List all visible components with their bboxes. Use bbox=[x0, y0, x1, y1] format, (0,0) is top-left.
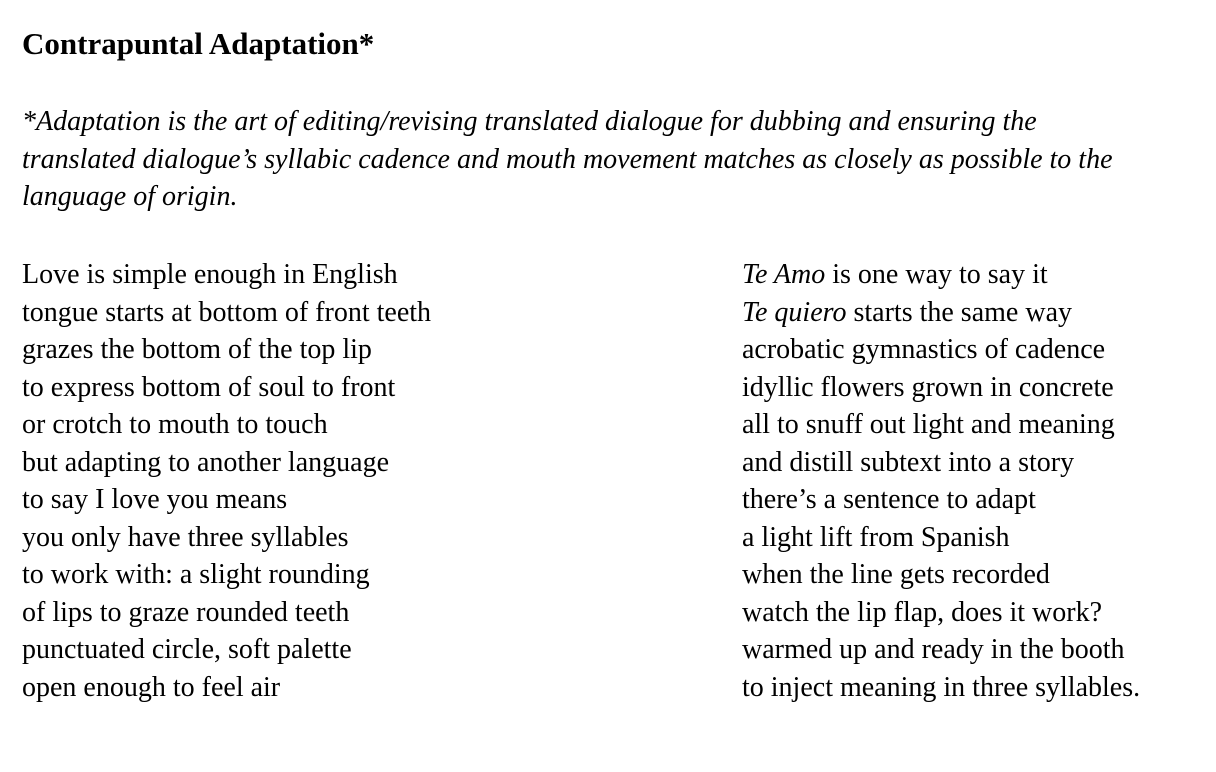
right-stanza bbox=[742, 256, 1140, 706]
poem-line: to express bottom of soul to front bbox=[22, 371, 396, 403]
poem-line: grazes the bottom of the top lip bbox=[22, 334, 372, 365]
spanish-phrase: Te Amo bbox=[742, 259, 826, 290]
footnote-line: language of origin. bbox=[22, 181, 238, 212]
left-stanza bbox=[22, 256, 431, 706]
poem-line: open enough to feel air bbox=[22, 671, 281, 703]
footnote-line: translated dialogue’s syllabic cadence and mouth movement matches as closely as possible to the bbox=[22, 143, 1113, 175]
poem-line: to say I love you means bbox=[22, 484, 288, 515]
poem-line: there’s a sentence to adapt bbox=[742, 484, 1036, 515]
poem-line-text: is one way to say it bbox=[825, 259, 1048, 290]
poem-line bbox=[742, 256, 1140, 294]
poem-line bbox=[742, 294, 1140, 332]
poem-line: idyllic flowers grown in concrete bbox=[742, 371, 1114, 403]
adaptation-footnote bbox=[22, 103, 1202, 216]
poem-line: acrobatic gymnastics of cadence bbox=[742, 334, 1106, 365]
poem-line: punctuated circle, soft palette bbox=[22, 634, 352, 665]
poem-line: Love is simple enough in English bbox=[22, 259, 398, 290]
poem-line: a light lift from Spanish bbox=[742, 521, 1010, 553]
poem-line: watch the lip flap, does it work? bbox=[742, 596, 1103, 628]
poem-line: all to snuff out light and meaning bbox=[742, 409, 1115, 440]
poem-line-text: starts the same way bbox=[846, 296, 1072, 328]
poem-line: or crotch to mouth to touch bbox=[22, 409, 328, 440]
poem-line: tongue starts at bottom of front teeth bbox=[22, 296, 432, 328]
poem-line: you only have three syllables bbox=[22, 521, 349, 553]
poem-line: of lips to graze rounded teeth bbox=[22, 596, 350, 628]
poem-line: warmed up and ready in the booth bbox=[742, 634, 1125, 665]
poem-line: to work with: a slight rounding bbox=[22, 559, 370, 590]
spanish-phrase: Te quiero bbox=[742, 296, 847, 328]
poem-line: to inject meaning in three syllables. bbox=[742, 671, 1141, 703]
poem-line: but adapting to another language bbox=[22, 446, 389, 478]
poem-title: Contrapuntal Adaptation* bbox=[22, 26, 375, 61]
poem-line: when the line gets recorded bbox=[742, 559, 1050, 590]
footnote-line: *Adaptation is the art of editing/revising translated dialogue for dubbing and ensuring the bbox=[22, 106, 1037, 137]
poem-line: and distill subtext into a story bbox=[742, 446, 1075, 478]
